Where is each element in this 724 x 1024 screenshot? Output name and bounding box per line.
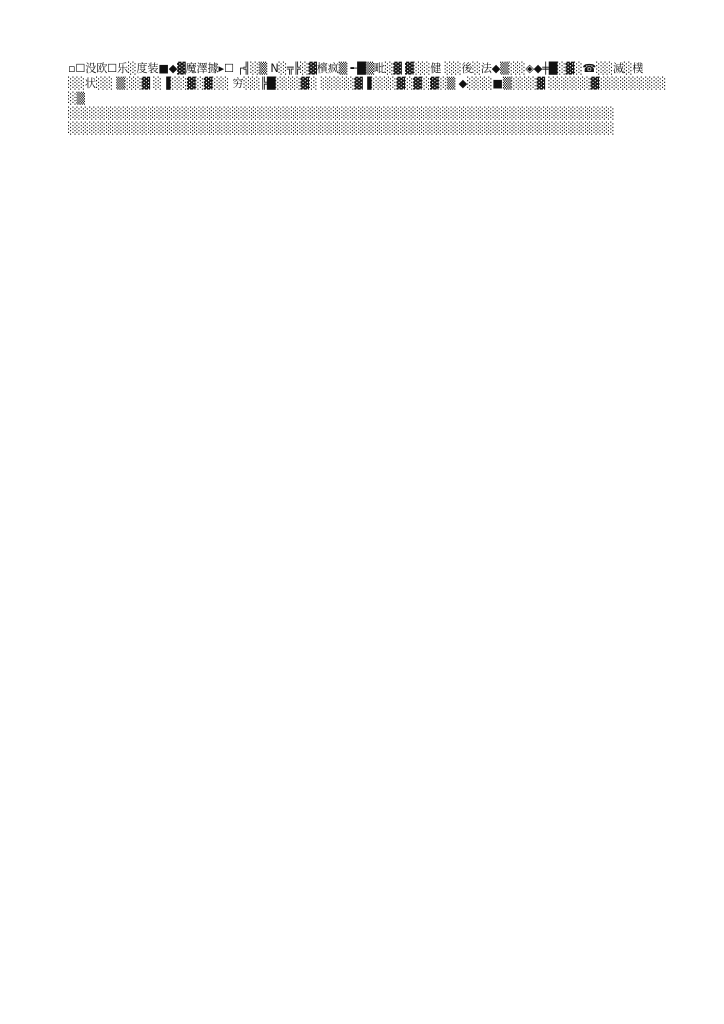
- document-text: ▫☐没欧☐乐░度装■◆▓魔澤據▸☐ ┌╣░▒ N░╦╠░▓檳疯▒ ╾█▒毗░▓ ▓░░健 ░░後░法◆▒░░◈◆╪█░▓░☎░░滅░樸 ░░状░░ ▒░░▓ ░▐░░▓░▓░░ 穷░░╠█░░░▓░ ░░░░▓▐░░░▓░▓░▓░▒ ◆░░░■▒░░░▓ ░░░░░▓░░░░░░░░░▒ ░░░░░░░░░░░░░░░░░░░░░░░░░░░░░░░░░░░░░░░░░░░░░░░░░░░░░░░░░░░░░░░░░ ░░░░░░░░░░░░░░░░░░░░░░░░░░░░░░░░░░░░░░░░░░░░░░░░░░░░░░░░░░░░░░░░░: [68, 62, 666, 135]
